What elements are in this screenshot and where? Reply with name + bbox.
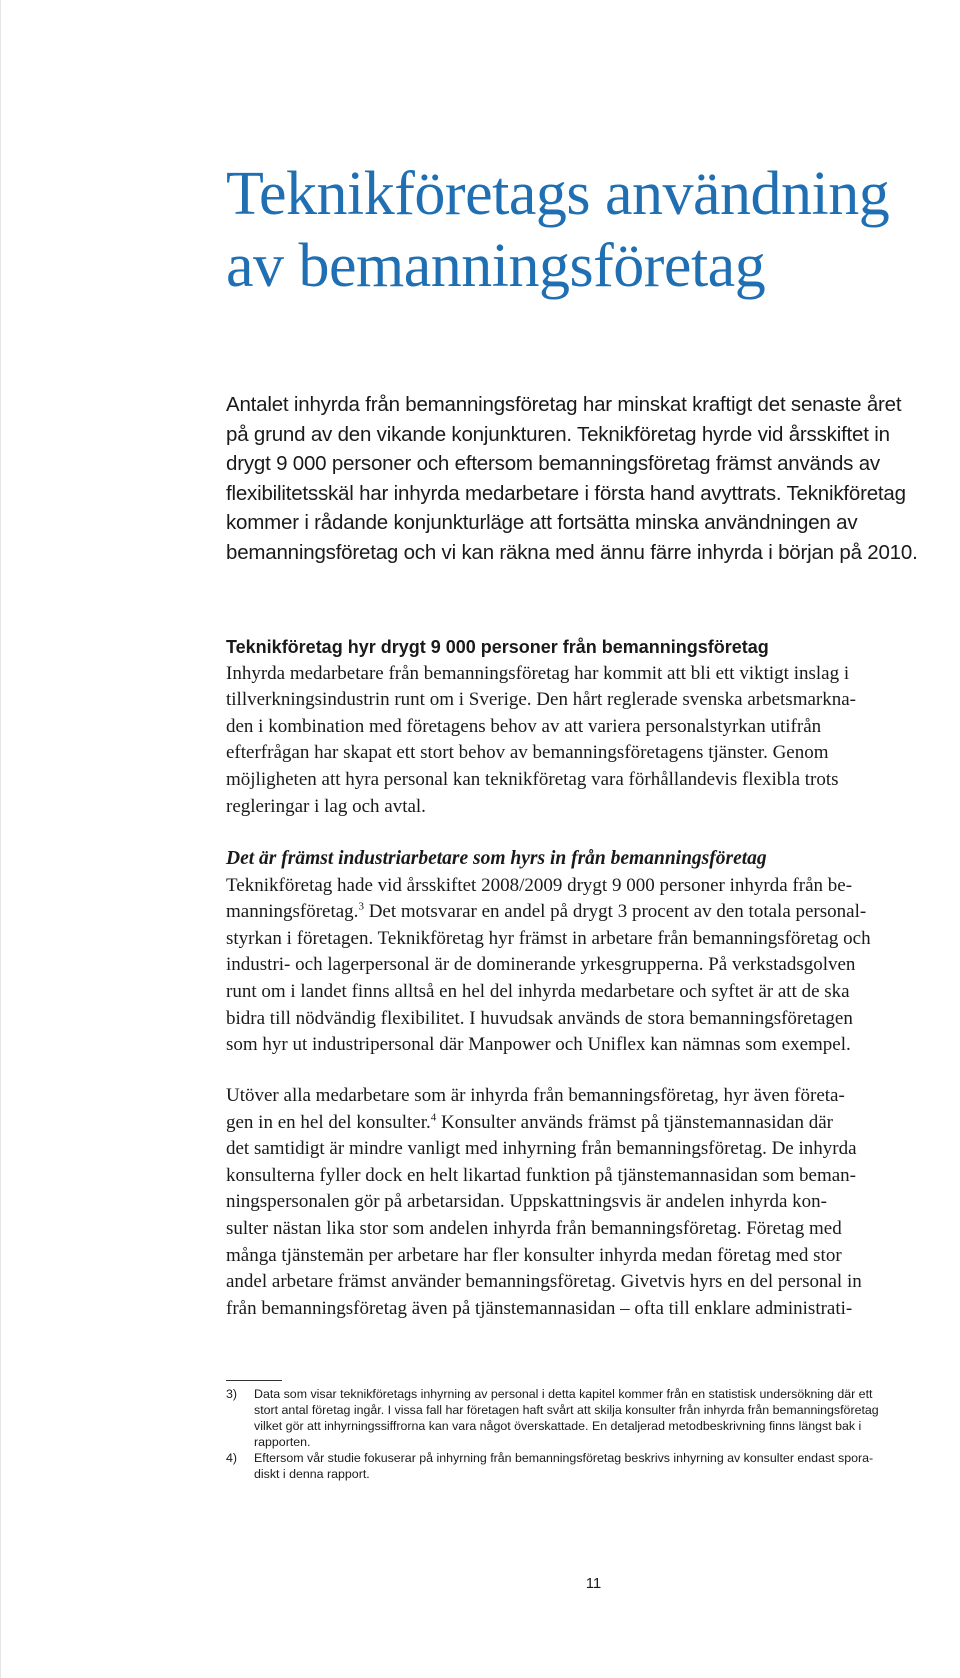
body-line: regleringar i lag och avtal. (226, 795, 426, 817)
body-text: manningsföretag. (226, 901, 359, 923)
body-line: Teknikföretag hade vid årsskiftet 2008/2009 drygt 9 000 personer inhyrda från be- (226, 874, 853, 896)
body-line: den i kombination med företagens behov av att variera personalstyrkan utifrån (226, 715, 822, 737)
body-text: Konsulter används främst på tjänstemannasidan där (436, 1111, 834, 1133)
section-heading: Teknikföretag hyr drygt 9 000 personer från bemanningsföretag (226, 637, 769, 657)
body-text: gen in en hel del konsulter. (226, 1111, 431, 1133)
footnotes (226, 1386, 946, 1482)
page-number: 11 (585, 1575, 602, 1592)
body-text: Det motsvarar en andel på drygt 3 procent av den totala personal- (363, 901, 867, 923)
page-number-container (1, 1575, 960, 1592)
body-line: andel arbetare främst använder bemanningsföretag. Givetvis hyrs en del personal in (226, 1271, 862, 1293)
section-staffing-overview (226, 634, 956, 820)
footnote-3 (226, 1386, 946, 1450)
lead-paragraph (226, 390, 956, 567)
footnote-divider (226, 1380, 282, 1381)
footnote-ref[interactable]: 4 (430, 1111, 437, 1124)
lead-line: kommer i rådande konjunkturläge att fortsätta minska användningen av (226, 511, 858, 534)
body-line: många tjänstemän per arbetare har fler konsulter inhyrda medan företag med stor (226, 1244, 842, 1266)
title-line-1: Teknikföretags användning (226, 160, 890, 228)
body-line: det samtidigt är mindre vanligt med inhyrning från bemanningsföretag. De inhyrda (226, 1138, 857, 1160)
footnote-ref[interactable]: 3 (358, 900, 364, 913)
footnote-line: vilket gör att inhyrningssiffrorna kan vara något överskattade. En detaljerad metodbeskrivning finns längst bak i (254, 1419, 862, 1433)
body-line (226, 1110, 956, 1137)
body-line: tillverkningsindustrin runt om i Sverige. Den hårt reglerade svenska arbetsmarkna- (226, 689, 856, 711)
footnote-line: stort antal företag ingår. I vissa fall har företagen haft svårt att skilja konsulter från inhyrda från bemanningsföretag (254, 1403, 879, 1417)
section-heading: Det är främst industriarbetare som hyrs in från bemanningsföretag (226, 848, 767, 869)
body-line: bidra till nödvändig flexibilitet. I huvudsak används de stora bemanningsföretagen (226, 1007, 853, 1029)
section-industrial-workers (226, 846, 956, 1059)
body-line: industri- och lagerpersonal är de dominerande yrkesgrupperna. På verkstadsgolven (226, 954, 856, 976)
page-title (226, 158, 946, 302)
body-line: efterfrågan har skapat ett stort behov av bemanningsföretagens tjänster. Genom (226, 742, 829, 764)
footnote-4 (226, 1450, 946, 1482)
body-line: Utöver alla medarbetare som är inhyrda från bemanningsföretag, hyr även företa- (226, 1085, 845, 1106)
body-line: sulter nästan lika stor som andelen inhyrda från bemanningsföretag. Företag med (226, 1217, 842, 1239)
body-line: konsulterna fyller dock en helt likartad funktion på tjänstemannasidan som beman- (226, 1164, 856, 1186)
footnote-line: rapporten. (254, 1435, 311, 1449)
lead-line: drygt 9 000 personer och eftersom bemanningsföretag främst används av (226, 452, 880, 475)
body-line: som hyr ut industripersonal där Manpower och Uniflex kan nämnas som exempel. (226, 1034, 851, 1056)
footnote-line: Eftersom vår studie fokuserar på inhyrning från bemanningsföretag beskrivs inhyrning av konsulter endast spora- (254, 1451, 874, 1465)
footnote-line: diskt i denna rapport. (254, 1467, 370, 1481)
body-line: Inhyrda medarbetare från bemanningsföretag har kommit att bli ett viktigt inslag i (226, 662, 850, 684)
body-line: styrkan i företagen. Teknikföretag hyr främst in arbetare från bemanningsföretag och (226, 927, 871, 949)
footnote-number: 3) (226, 1387, 238, 1401)
footnote-text (254, 1386, 879, 1450)
lead-line: bemanningsföretag och vi kan räkna med ännu färre inhyrda i början på 2010. (226, 540, 918, 564)
body-line (226, 899, 956, 926)
body-line: runt om i landet finns alltså en hel del inhyrda medarbetare och syftet är att de ska (226, 980, 850, 1002)
footnote-text (254, 1450, 873, 1482)
footnote-number: 4) (226, 1451, 238, 1465)
section-consultants (226, 1083, 956, 1322)
footnote-line: Data som visar teknikföretags inhyrning av personal i detta kapitel kommer från en statistisk undersökning där ett (254, 1387, 873, 1401)
lead-line: flexibilitetsskäl har inhyrda medarbetare i första hand avyttrats. Teknikföretag (226, 481, 906, 505)
lead-line: Antalet inhyrda från bemanningsföretag har minskat kraftigt det senaste året (226, 393, 902, 416)
lead-line: på grund av den vikande konjunkturen. Teknikföretag hyrde vid årsskiftet in (226, 422, 890, 446)
body-line: ningspersonalen gör på arbetarsidan. Uppskattningsvis är andelen inhyrda kon- (226, 1191, 827, 1213)
title-line-2: av bemanningsföretag (226, 232, 766, 300)
body-line: från bemanningsföretag även på tjänstemannasidan – ofta till enklare administrati- (226, 1297, 853, 1319)
body-line: möjligheten att hyra personal kan teknikföretag vara förhållandevis flexibla trots (226, 768, 839, 790)
